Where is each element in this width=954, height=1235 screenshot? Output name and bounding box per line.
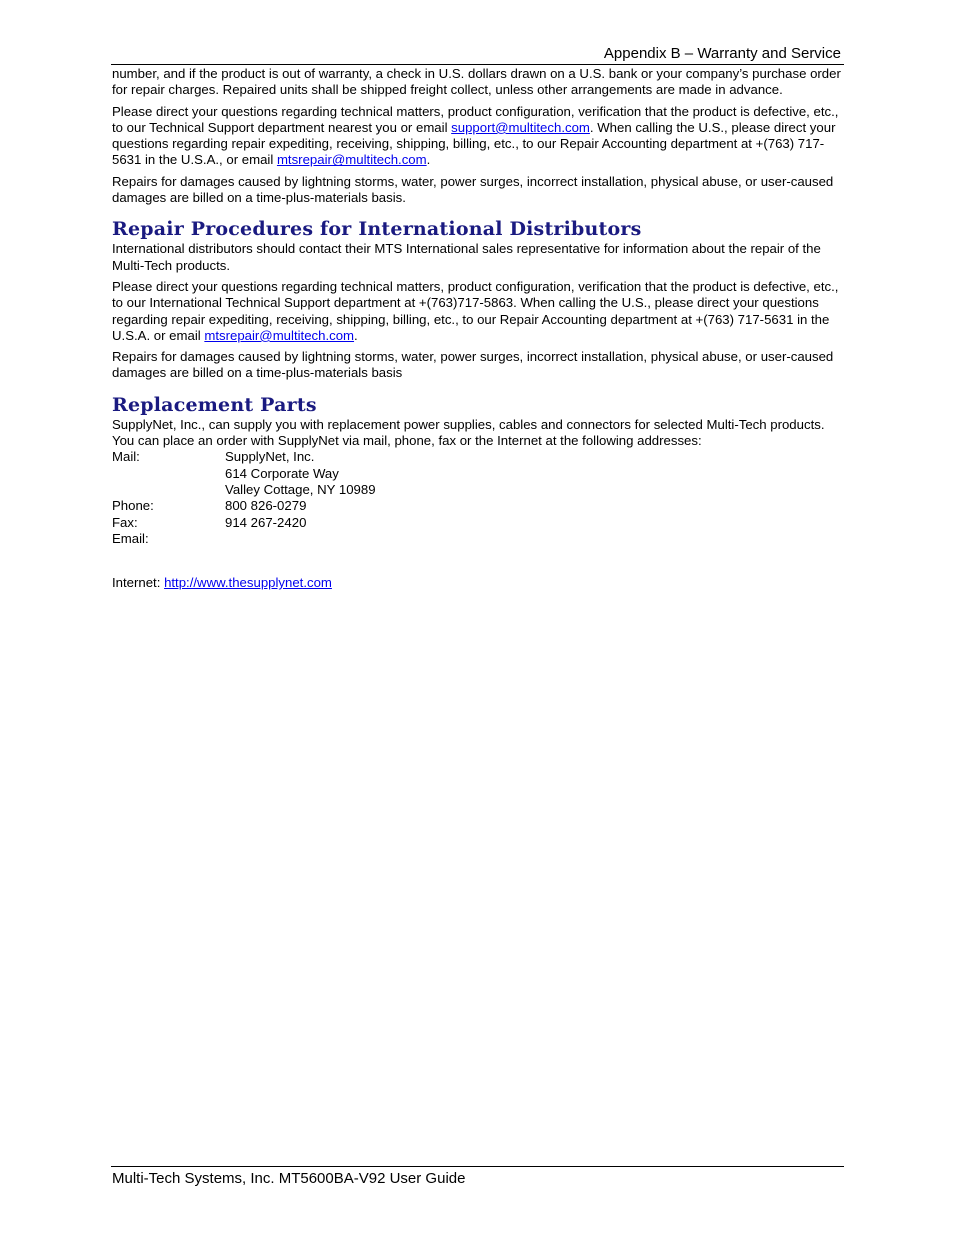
email-row — [112, 531, 842, 547]
phone-label: Phone: — [112, 498, 154, 514]
intro-paragraph-3: Repairs for damages caused by lightning storms, water, power surges, incorrect installation, physical abuse, or user-caused damages are billed on a time-plus-materials basis. — [112, 173, 834, 206]
page-footer: Multi-Tech Systems, Inc. MT5600BA-V92 User Guide — [112, 1170, 466, 1187]
page-header: Appendix B – Warranty and Service — [603, 45, 841, 62]
intro-p2-text-b: . When calling the U.S., please direct your questions regarding repair expediting, receiving, shipping, billing, etc., to our Repair Accounting department at +(763) 717-5631 in the U.S.A., or email — [112, 119, 836, 168]
fax-value: 914 267-2420 — [225, 514, 307, 530]
mtsrepair-email-link[interactable]: mtsrepair@multitech.com — [276, 152, 427, 168]
international-p2-text-a: Please direct your questions regarding technical matters, product configuration, verification that the product is defective, etc., to our International Technical Support department at +(763)717-5863. When calling the U.S., please direct your questions regarding repair expediting, receiving, shipping, billing, etc., to our Repair Accounting department at +(763) 717-5631 in the U.S.A. or email — [112, 278, 839, 343]
international-mtsrepair-link[interactable]: mtsrepair@multitech.com — [204, 327, 355, 343]
intro-p2-text-c: . — [426, 152, 431, 168]
header-divider — [111, 64, 844, 65]
mail-line-1: SupplyNet, Inc. — [225, 449, 315, 465]
internet-label: Internet: — [112, 575, 165, 591]
intro-p2-text-a: Please direct your questions regarding technical matters, product configuration, verification that the product is defective, etc., to our Technical Support department nearest you or email — [112, 103, 839, 135]
international-paragraph-2 — [112, 279, 842, 344]
international-heading: Repair Procedures for International Distributors — [112, 218, 642, 241]
fax-label: Fax: — [112, 514, 138, 530]
mail-line-3: Valley Cottage, NY 10989 — [225, 481, 376, 497]
replacement-paragraph: SupplyNet, Inc., can supply you with replacement power supplies, cables and connectors for selected Multi-Tech products. You can place an order with SupplyNet via mail, phone, fax or the Internet at the following addresses: — [112, 416, 825, 449]
mail-line-2: 614 Corporate Way — [225, 465, 339, 481]
mail-row — [112, 449, 842, 465]
page-content — [112, 66, 842, 591]
supplynet-website-link[interactable]: http://www.thesupplynet.com — [164, 575, 332, 591]
international-paragraph-3: Repairs for damages caused by lightning storms, water, power surges, incorrect installation, physical abuse, or user-caused damages are billed on a time-plus-materials basis — [112, 349, 834, 381]
intro-paragraph-1: number, and if the product is out of warranty, a check in U.S. dollars drawn on a U.S. bank or your company’s purchase order for repair charges. Repaired units shall be shipped freight collect, unless other arrangements are made in advance. — [112, 66, 841, 98]
phone-row — [112, 498, 842, 514]
footer-divider — [111, 1166, 844, 1167]
replacement-heading: Replacement Parts — [112, 393, 317, 416]
international-p2-text-b: . — [354, 327, 358, 343]
mail-label: Mail: — [112, 449, 140, 465]
intro-paragraph-2 — [112, 104, 842, 169]
phone-value: 800 826-0279 — [225, 498, 307, 514]
fax-row — [112, 515, 842, 531]
international-paragraph-1: International distributors should contact their MTS International sales representative for information about the repair of the Multi-Tech products. — [112, 241, 821, 273]
mail-row-2 — [112, 466, 842, 482]
email-label: Email: — [112, 530, 149, 546]
mail-row-3 — [112, 482, 842, 498]
internet-row — [112, 575, 842, 591]
support-email-link[interactable]: support@multitech.com — [451, 119, 590, 135]
